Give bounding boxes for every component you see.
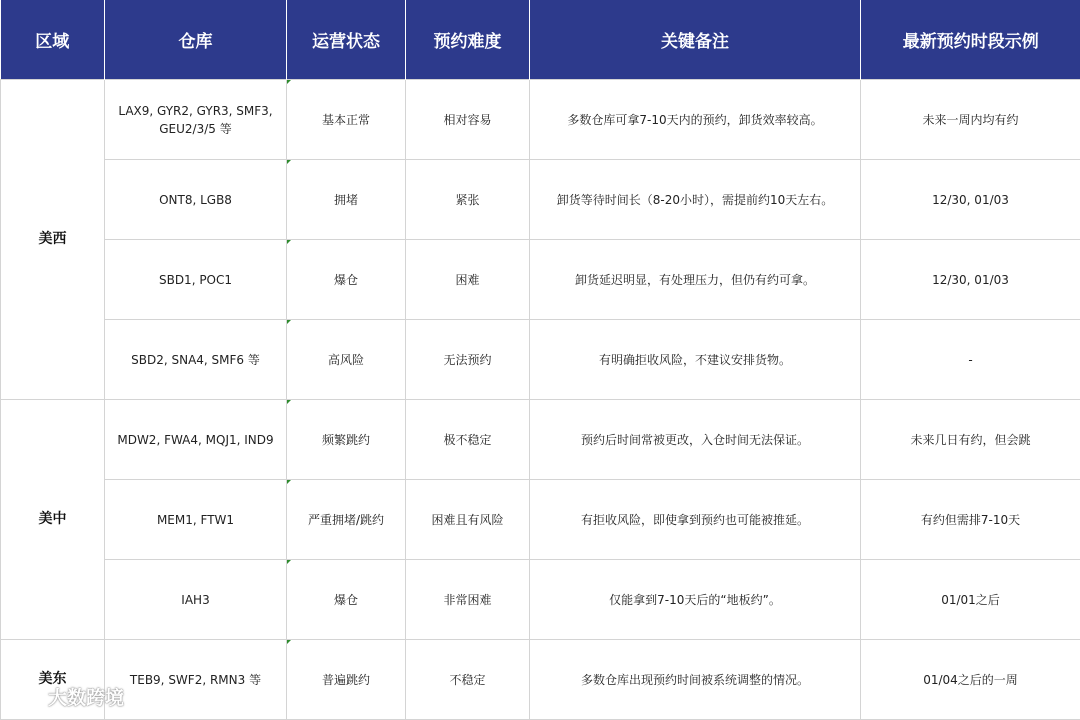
status-cell: 爆仓 <box>287 240 406 320</box>
warehouse-cell: TEB9, SWF2, RMN3 等 <box>105 640 287 720</box>
difficulty-cell: 相对容易 <box>406 80 530 160</box>
header-example: 最新预约时段示例 <box>861 0 1080 80</box>
status-cell: 高风险 <box>287 320 406 400</box>
watermark-text: 大数跨境 <box>48 683 124 710</box>
warehouse-cell: IAH3 <box>105 560 287 640</box>
warehouse-cell: MEM1, FTW1 <box>105 480 287 560</box>
difficulty-cell: 困难且有风险 <box>406 480 530 560</box>
table-row <box>1 320 1080 400</box>
warehouse-cell: MDW2, FWA4, MQJ1, IND9 <box>105 400 287 480</box>
region-cell: 美中 <box>1 400 105 640</box>
status-cell: 频繁跳约 <box>287 400 406 480</box>
table-header-row <box>1 0 1080 80</box>
status-cell: 普遍跳约 <box>287 640 406 720</box>
notes-cell: 仅能拿到7-10天后的“地板约”。 <box>530 560 861 640</box>
table-row <box>1 480 1080 560</box>
example-cell: 12/30, 01/03 <box>861 160 1080 240</box>
region-cell: 美东 <box>1 640 105 720</box>
example-cell: 未来几日有约，但会跳 <box>861 400 1080 480</box>
difficulty-cell: 紧张 <box>406 160 530 240</box>
header-difficulty: 预约难度 <box>406 0 530 80</box>
status-cell: 严重拥堵/跳约 <box>287 480 406 560</box>
warehouse-cell: SBD1, POC1 <box>105 240 287 320</box>
example-cell: 01/01之后 <box>861 560 1080 640</box>
notes-cell: 卸货等待时间长（8-20小时），需提前约10天左右。 <box>530 160 861 240</box>
table-row <box>1 400 1080 480</box>
example-cell: 01/04之后的一周 <box>861 640 1080 720</box>
example-cell: 12/30, 01/03 <box>861 240 1080 320</box>
example-cell: 未来一周内均有约 <box>861 80 1080 160</box>
table-row <box>1 160 1080 240</box>
header-status: 运营状态 <box>287 0 406 80</box>
warehouse-cell: SBD2, SNA4, SMF6 等 <box>105 320 287 400</box>
notes-cell: 有拒收风险，即使拿到预约也可能被推延。 <box>530 480 861 560</box>
difficulty-cell: 非常困难 <box>406 560 530 640</box>
header-notes: 关键备注 <box>530 0 861 80</box>
notes-cell: 卸货延迟明显，有处理压力，但仍有约可拿。 <box>530 240 861 320</box>
status-cell: 拥堵 <box>287 160 406 240</box>
difficulty-cell: 不稳定 <box>406 640 530 720</box>
status-cell: 基本正常 <box>287 80 406 160</box>
notes-cell: 预约后时间常被更改，入仓时间无法保证。 <box>530 400 861 480</box>
warehouse-cell: LAX9, GYR2, GYR3, SMF3, GEU2/3/5 等 <box>105 80 287 160</box>
example-cell: 有约但需排7-10天 <box>861 480 1080 560</box>
chat-bubble-logo-icon <box>8 685 42 709</box>
notes-cell: 有明确拒收风险，不建议安排货物。 <box>530 320 861 400</box>
table-row <box>1 80 1080 160</box>
difficulty-cell: 困难 <box>406 240 530 320</box>
table-row <box>1 560 1080 640</box>
table-row <box>1 640 1080 720</box>
notes-cell: 多数仓库出现预约时间被系统调整的情况。 <box>530 640 861 720</box>
notes-cell: 多数仓库可拿7-10天内的预约，卸货效率较高。 <box>530 80 861 160</box>
difficulty-cell: 极不稳定 <box>406 400 530 480</box>
table-row <box>1 240 1080 320</box>
example-cell: - <box>861 320 1080 400</box>
warehouse-cell: ONT8, LGB8 <box>105 160 287 240</box>
header-warehouse: 仓库 <box>105 0 287 80</box>
region-cell: 美西 <box>1 80 105 400</box>
watermark <box>8 683 124 710</box>
difficulty-cell: 无法预约 <box>406 320 530 400</box>
header-region: 区域 <box>1 0 105 80</box>
status-cell: 爆仓 <box>287 560 406 640</box>
